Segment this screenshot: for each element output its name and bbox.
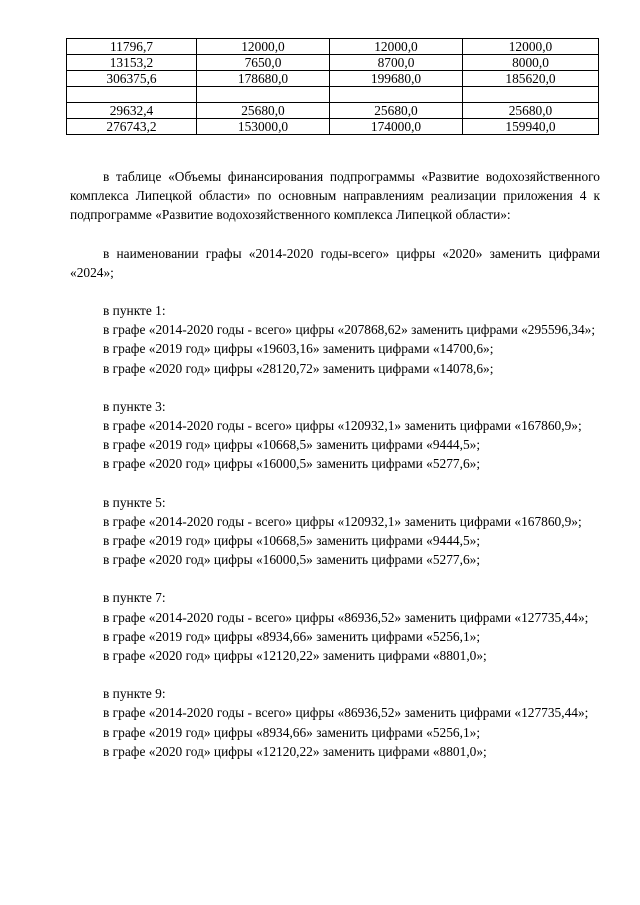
table-cell: 29632,4 [67,103,197,119]
item-heading: в пункте 7: [103,590,166,606]
table-cell: 12000,0 [463,39,599,55]
item-line-2020: в графе «2020 год» цифры «28120,72» заменить цифрами «14078,6»; [103,360,494,376]
table-row [67,55,599,71]
item-heading: в пункте 9: [103,686,166,702]
table-cell: 12000,0 [330,39,463,55]
table-cell [463,87,599,103]
table-cell: 12000,0 [197,39,330,55]
table-cell: 25680,0 [330,103,463,119]
item-heading: в пункте 3: [103,398,166,414]
table-cell: 159940,0 [463,119,599,135]
table-cell: 11796,7 [67,39,197,55]
item-line-2019: в графе «2019 год» цифры «10668,5» заменить цифрами «9444,5»; [103,533,481,549]
table-cell: 174000,0 [330,119,463,135]
table-cell: 13153,2 [67,55,197,71]
table-row [67,71,599,87]
item-block [70,588,600,665]
item-block [70,397,600,474]
table-cell: 306375,6 [67,71,197,87]
naming-paragraph: в наименовании графы «2014-2020 годы-всего» цифры «2020» заменить цифрами «2024»; [70,245,600,280]
item-line-total: в графе «2014-2020 годы - всего» цифры «120932,1» заменить цифрами «167860,9»; [103,418,582,434]
item-block [70,684,600,761]
table-cell: 185620,0 [463,71,599,87]
item-line-total: в графе «2014-2020 годы - всего» цифры «207868,62» заменить цифрами «295596,34»; [103,322,596,338]
item-line-2019: в графе «2019 год» цифры «19603,16» заменить цифрами «14700,6»; [103,341,494,357]
item-block [70,493,600,570]
table-cell [197,87,330,103]
table-cell [330,87,463,103]
document-body [70,167,600,761]
table-row [67,119,599,135]
table-cell: 25680,0 [197,103,330,119]
item-line-2020: в графе «2020 год» цифры «16000,5» заменить цифрами «5277,6»; [103,456,481,472]
item-heading: в пункте 1: [103,303,166,319]
item-line-2019: в графе «2019 год» цифры «8934,66» заменить цифрами «5256,1»; [103,628,481,644]
table-cell: 8000,0 [463,55,599,71]
table-cell [67,87,197,103]
table-row [67,103,599,119]
table-cell: 178680,0 [197,71,330,87]
table-cell: 276743,2 [67,119,197,135]
item-line-2020: в графе «2020 год» цифры «16000,5» заменить цифрами «5277,6»; [103,552,481,568]
table-row [67,87,599,103]
table-cell: 25680,0 [463,103,599,119]
item-line-total: в графе «2014-2020 годы - всего» цифры «86936,52» заменить цифрами «127735,44»; [103,705,589,721]
financing-table [66,38,599,135]
item-line-2020: в графе «2020 год» цифры «12120,22» заменить цифрами «8801,0»; [103,648,487,664]
table-cell: 7650,0 [197,55,330,71]
intro-paragraph: в таблице «Объемы финансирования подпрограммы «Развитие водохозяйственного комплекса Липецкой области» по основным направлениям реализации приложения 4 к подпрограмме «Развитие водохозяйственного комплекса Липецкой области»: [70,169,600,223]
item-line-2020: в графе «2020 год» цифры «12120,22» заменить цифрами «8801,0»; [103,743,487,759]
item-line-total: в графе «2014-2020 годы - всего» цифры «86936,52» заменить цифрами «127735,44»; [103,609,589,625]
table-cell: 199680,0 [330,71,463,87]
table-row [67,39,599,55]
item-line-total: в графе «2014-2020 годы - всего» цифры «120932,1» заменить цифрами «167860,9»; [103,513,582,529]
item-heading: в пункте 5: [103,494,166,510]
item-block [70,301,600,378]
table-cell: 8700,0 [330,55,463,71]
table-cell: 153000,0 [197,119,330,135]
item-line-2019: в графе «2019 год» цифры «10668,5» заменить цифрами «9444,5»; [103,437,481,453]
item-line-2019: в графе «2019 год» цифры «8934,66» заменить цифрами «5256,1»; [103,724,481,740]
